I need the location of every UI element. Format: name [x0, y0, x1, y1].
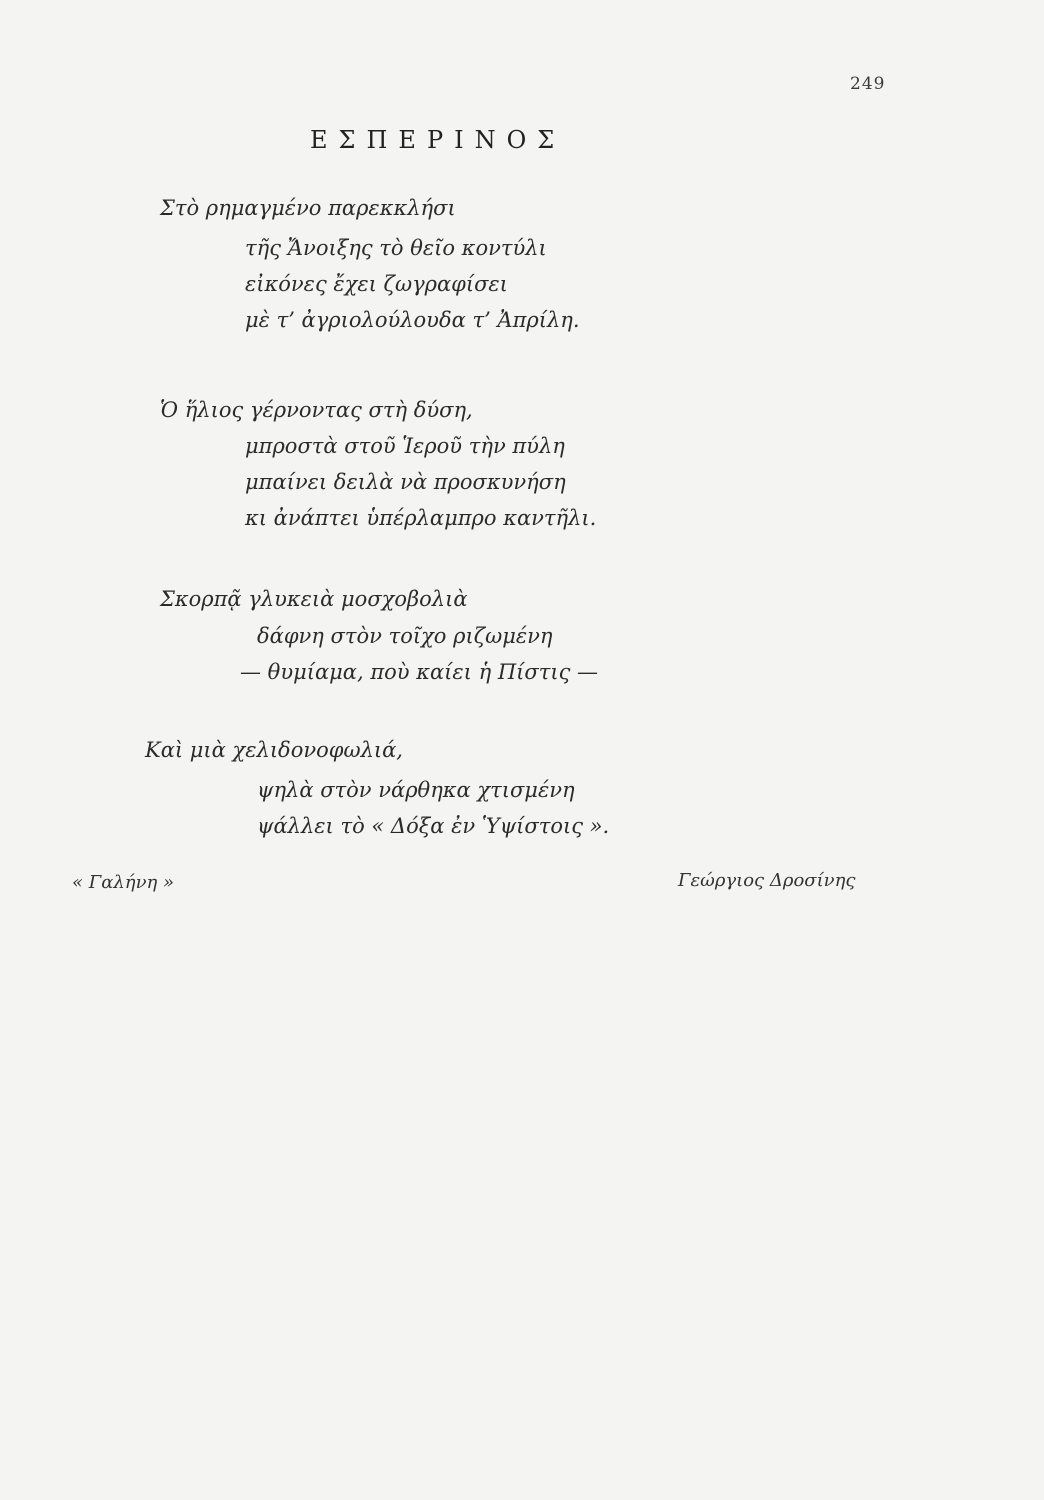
stanza-line: τῆς Ἄνοιξης τὸ θεῖο κοντύλι [245, 236, 547, 260]
stanza-line: δάφνη στὸν τοῖχο ριζωμένη [257, 624, 553, 648]
stanza-line: ψηλὰ στὸν νάρθηκα χτισμένη [257, 778, 575, 802]
stanza-line: — θυμίαμα, ποὺ καίει ἡ Πίστις — [240, 660, 599, 684]
stanza-line: Στὸ ρημαγμένο παρεκκλήσι [160, 196, 456, 220]
stanza-line: Σκορπᾷ γλυκειὰ μοσχοβολιὰ [160, 587, 468, 611]
stanza-line: Ὁ ἥλιος γέρνοντας στὴ δύση, [160, 398, 473, 422]
stanza-line: ψάλλει τὸ « Δόξα ἐν Ὑψίστοις ». [257, 814, 610, 838]
stanza-line: εἰκόνες ἔχει ζωγραφίσει [245, 272, 508, 296]
author-name: Γεώργιος Δροσίνης [678, 870, 856, 891]
stanza-line: μπαίνει δειλὰ νὰ προσκυνήση [245, 470, 566, 494]
poem-title: ΕΣΠΕΡΙΝΟΣ [310, 126, 566, 154]
page-number: 249 [850, 74, 886, 94]
stanza-line: μπροστὰ στοῦ Ἱεροῦ τὴν πύλη [245, 434, 565, 458]
stanza-line: Καὶ μιὰ χελιδονοφωλιά, [145, 738, 403, 762]
source-citation: « Γαλήνη » [72, 872, 175, 893]
stanza-line: μὲ τ’ ἀγριολούλουδα τ’ Ἀπρίλη. [245, 308, 580, 332]
stanza-line: κι ἀνάπτει ὑπέρλαμπρο καντῆλι. [245, 506, 597, 530]
